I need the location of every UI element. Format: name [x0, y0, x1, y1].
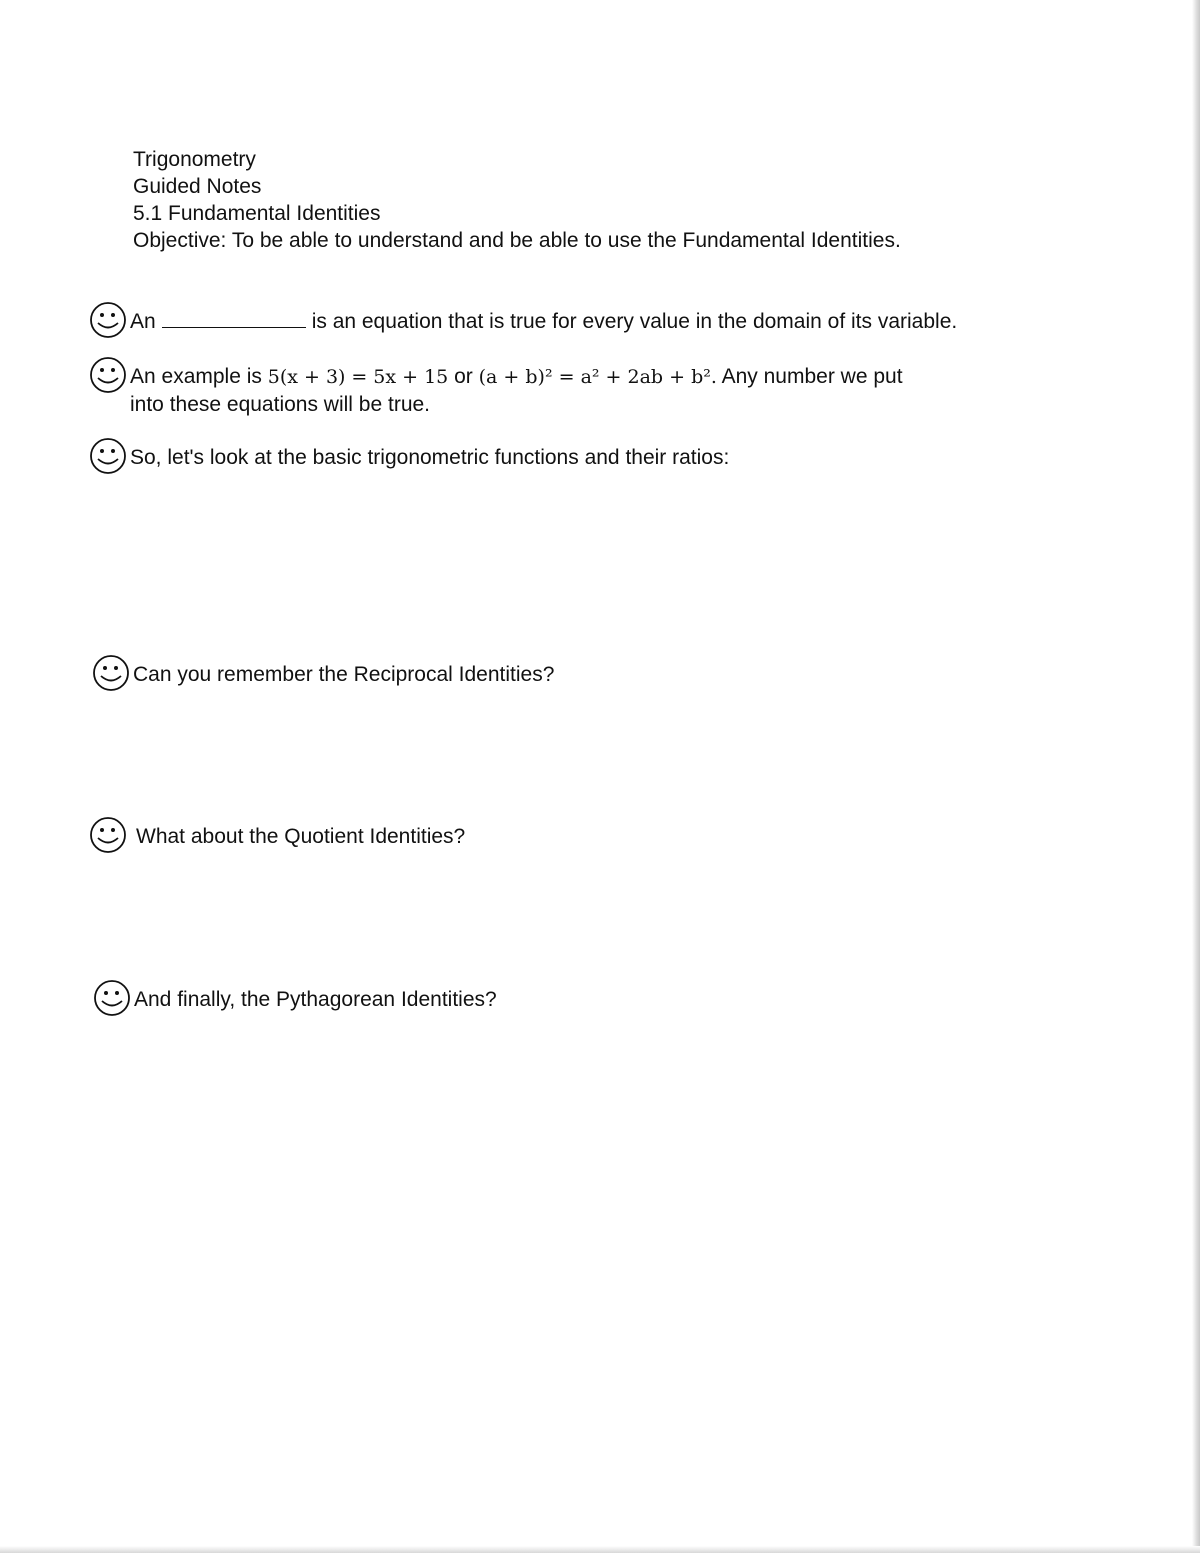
example-line-2: into these equations will be true.: [130, 393, 431, 416]
reciprocal-identities-prompt: Can you remember the Reciprocal Identities?: [133, 663, 555, 686]
example-or: or: [454, 365, 473, 388]
note-item-quotient: [88, 823, 465, 855]
smiley-face-icon: [91, 653, 131, 693]
document-type: Guided Notes: [133, 175, 262, 198]
note-item-definition: [88, 308, 957, 340]
section-title: 5.1 Fundamental Identities: [133, 202, 381, 225]
quotient-identities-prompt: What about the Quotient Identities?: [136, 825, 466, 848]
example-equation-2: (a + b)² = a² + 2ab + b².: [478, 366, 717, 388]
example-intro: An example is: [130, 365, 262, 388]
smiley-face-icon: [92, 978, 132, 1018]
worksheet-header: [133, 146, 901, 254]
trig-functions-prompt: So, let's look at the basic trigonometric functions and their ratios:: [130, 446, 730, 469]
example-equation-1-lhs: 5(x + 3): [267, 366, 346, 388]
smiley-face-icon: [88, 436, 128, 476]
smiley-face-icon: [88, 355, 128, 395]
scan-edge-right: [1192, 0, 1200, 1553]
example-tail: Any number we put: [721, 365, 903, 388]
example-equation-1-rhs: = 5x + 15: [351, 366, 449, 388]
definition-suffix: is an equation that is true for every value in the domain of its variable.: [311, 310, 958, 333]
note-item-trig-functions: [88, 444, 729, 476]
note-item-reciprocal: [91, 661, 554, 693]
course-title: Trigonometry: [133, 148, 256, 171]
scan-edge-bottom: [0, 1546, 1200, 1553]
fill-in-blank[interactable]: [162, 309, 306, 328]
smiley-face-icon: [88, 815, 128, 855]
note-item-example: [88, 363, 903, 418]
note-item-pythagorean: [92, 986, 497, 1018]
objective: Objective: To be able to understand and be able to use the Fundamental Identities.: [133, 229, 901, 252]
pythagorean-identities-prompt: And finally, the Pythagorean Identities?: [134, 988, 497, 1011]
smiley-face-icon: [88, 300, 128, 340]
definition-prefix: An: [130, 310, 156, 333]
